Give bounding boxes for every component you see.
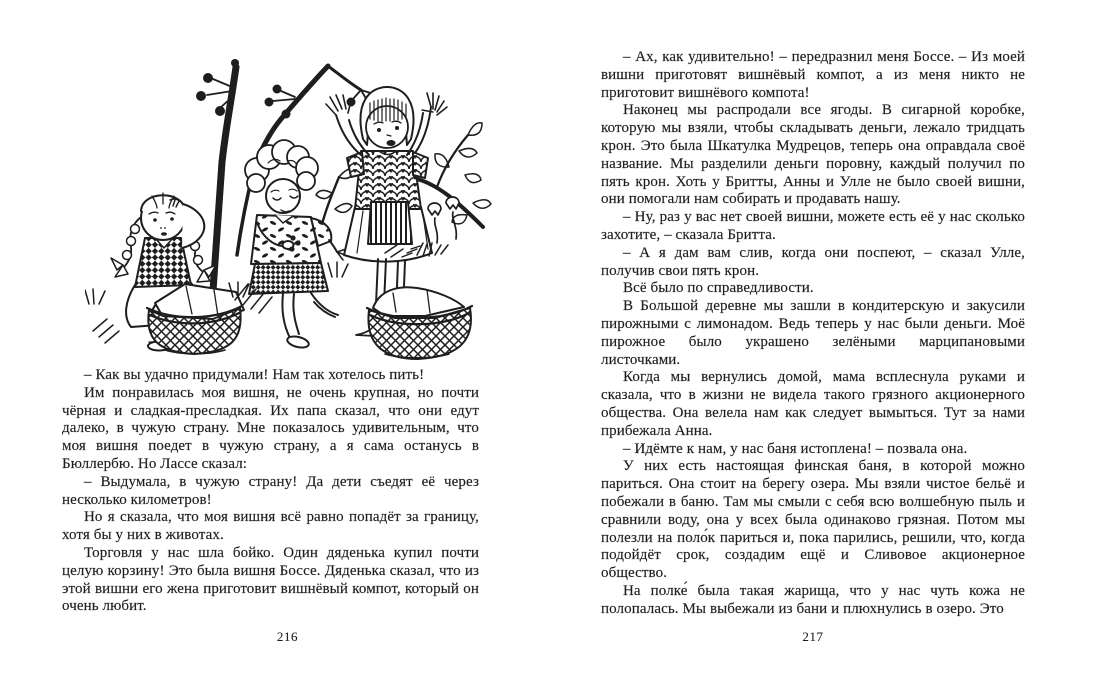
paragraph: На полке́ была такая жарища, что у нас чуть кожа не полопалась. Мы выбежали из бани и плюхнулись в озеро. Это <box>601 582 1025 617</box>
curly-haired-child <box>245 140 346 350</box>
paragraph: Торговля у нас шла бойко. Один дяденька купил почти целую корзину! Это была вишня Боссе. Дяденька сказал, что из этой вишни его жена приготовит вишнёвый компот, который он очень любит. <box>62 544 479 615</box>
paragraph: – Ну, раз у вас нет своей вишни, можете есть её у нас сколько захотите, – сказала Бритта. <box>601 209 1025 243</box>
right-page-number: 217 <box>802 629 824 644</box>
illustration-children-cherry-picking <box>85 57 510 364</box>
paragraph: У них есть настоящая финская баня, в которой можно париться. Она стоит на берегу озера. Мы взяли чистое бельё и побежали в баню. Там мы смыли с себя всю волшебную пыль и сравнили воду, она у всех была одинаково грязная. Потом мы полезли на поло́к париться и, пока парились, решили, что, когда подойдёт срок, создадим ещё и Сливовое акционерное общество. <box>601 458 1025 582</box>
paragraph: – Как вы удачно придумали! Нам так хотелось пить! <box>84 367 425 383</box>
right-page-text <box>601 49 1025 619</box>
paragraph: – Выдумала, в чужую страну! Да дети съедят её через несколько километров! <box>62 473 479 508</box>
paragraph: – А я дам вам слив, когда они поспеют, – сказал Улле, получив свои пять крон. <box>601 244 1025 279</box>
left-page-number: 216 <box>276 629 299 644</box>
basket-right <box>367 287 472 359</box>
left-page-text <box>62 367 479 616</box>
paragraph: – Идёмте к нам, у нас баня истоплена! – позвала она. <box>623 440 968 457</box>
paragraph: Наконец мы распродали все ягоды. В сигарной коробке, которую мы взяли, чтобы складывать деньги, лежало тридцать крон. Это была Шкатулка Мудрецов, теперь она оправдала своё название. Мы разделили деньги поровну, каждый получил по пять крон. Хоть у Бритты, Анны и Улле не было своей вишни, они помогали нам собирать и продавать нашу. <box>601 102 1025 208</box>
paragraph: Им понравилась моя вишня, не очень крупная, но почти чёрная и сладкая-пресладкая. Их папа сказал, что они едут далеко, в чужую страну. Мне показалось удивительным, что моя вишня поедет в чужую страну, а я сама останусь в Бюллербю. Но Лассе сказал: <box>62 384 479 472</box>
cherry-branches <box>196 59 491 291</box>
paragraph: Всё было по справедливости. <box>623 280 814 297</box>
paragraph: – Ах, как удивительно! – передразнил меня Боссе. – Из моей вишни приготовят вишнёвый компот, а из меня никто не приготовит вишнёвого компота! <box>601 49 1025 101</box>
paragraph: Но я сказала, что моя вишня всё равно попадёт за границу, хотя бы у них в животах. <box>62 509 479 544</box>
bluebell-flowers <box>428 197 459 243</box>
paragraph: Когда мы вернулись домой, мама всплеснула руками и сказала, что в жизни не видела такого грязного акционерного общества. Она велела нам как следует вымыться. Тут за нами прибежала Анна. <box>601 369 1025 439</box>
paragraph: В Большой деревне мы зашли в кондитерскую и закусили пирожными с лимонадом. Ведь теперь у нас были деньги. Моё пирожное было украшено зелёными марципановыми листочками. <box>601 298 1025 368</box>
